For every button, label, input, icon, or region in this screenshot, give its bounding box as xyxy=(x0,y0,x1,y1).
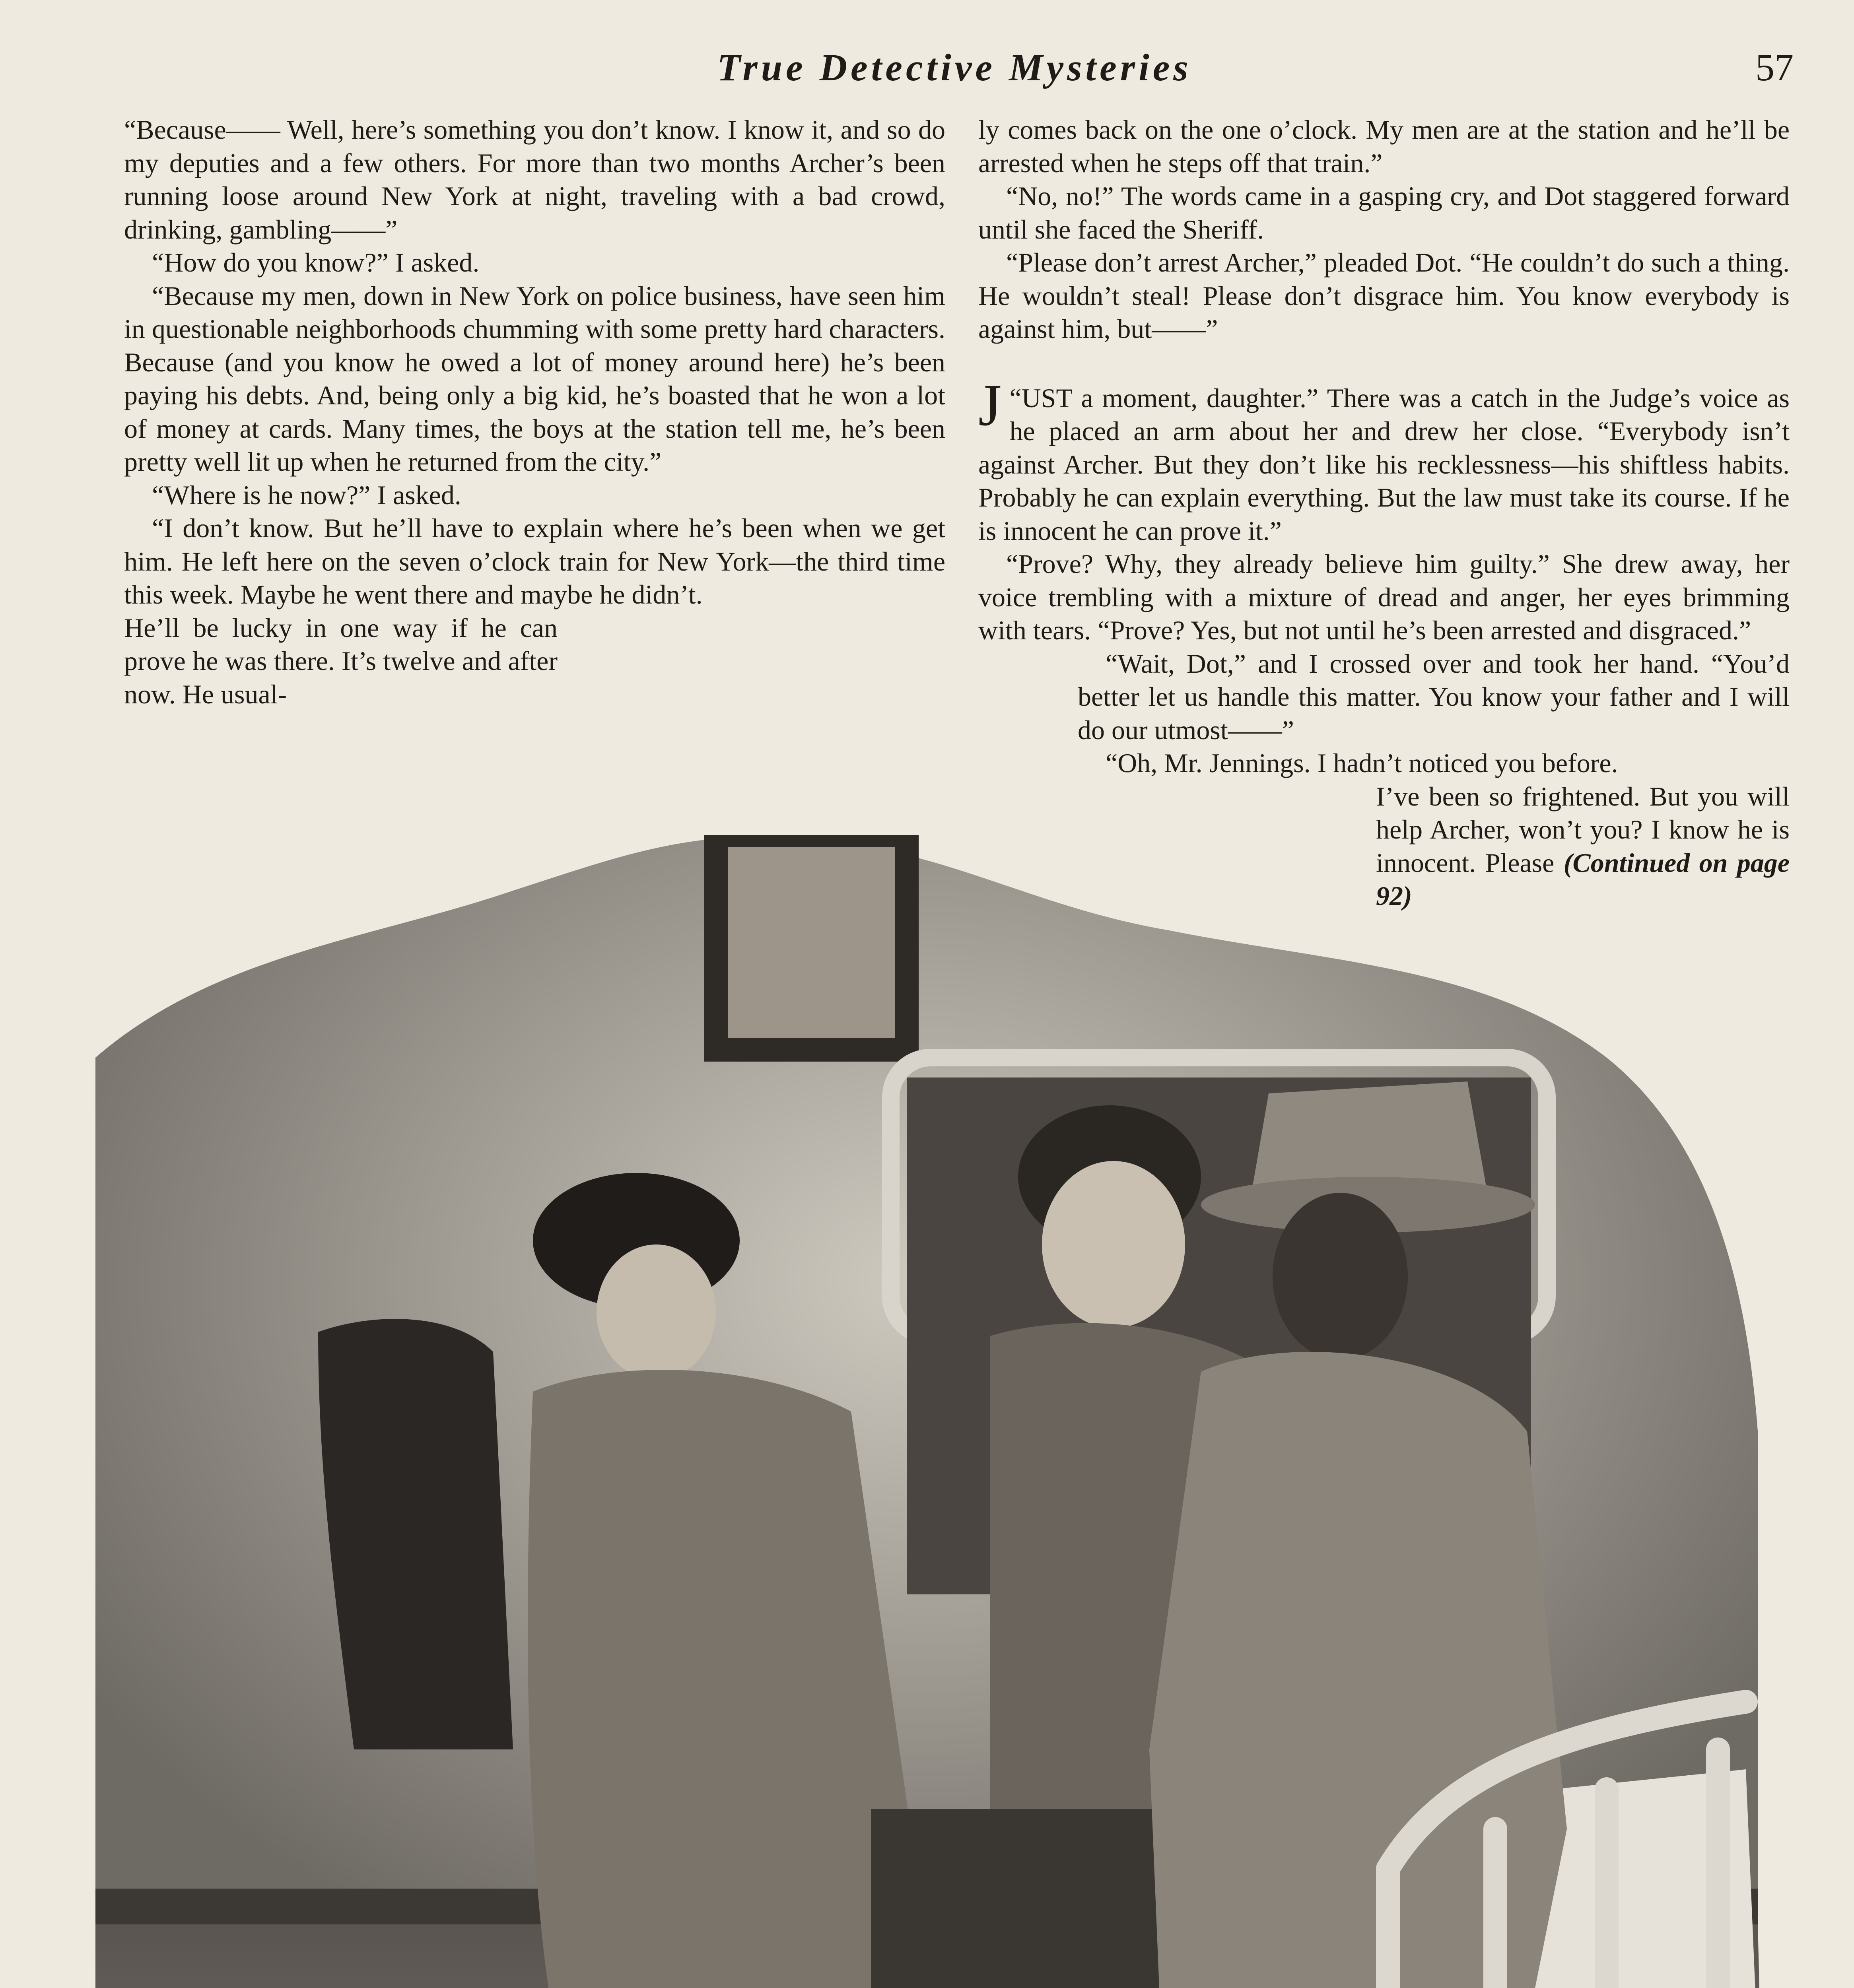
page-header xyxy=(0,38,1854,97)
woman-coat xyxy=(528,1370,911,1988)
paragraph: ly comes back on the one o’clock. My men are at the station and he’ll be arrested when he steps off that train.” xyxy=(978,115,1790,178)
running-title: True Detective Mysteries xyxy=(717,46,1192,89)
paragraph: “Wait, Dot,” and I crossed over and took her hand. “You’d better let us handle this matter. You know your father and I will do our utmost——” xyxy=(1078,648,1790,745)
hanging-coat xyxy=(318,1319,513,1749)
photo-illustration xyxy=(95,835,1774,1988)
paragraph: “Please don’t arrest Archer,” pleaded Dot. “He couldn’t do such a thing. He wouldn’t steal! Please don’t disgrace him. You know everybody is against him, but——” xyxy=(978,247,1790,344)
indented-block xyxy=(978,647,1790,780)
paragraph: “Because—— Well, here’s something you don’t know. I know it, and so do my deputies and a few others. For more than two months Archer’s been running loose around New York at night, traveling with a bad crowd, drinking, gambling——” xyxy=(124,115,945,245)
opening-quote-mark: “ xyxy=(1009,382,1022,413)
continued-on-note: (Continued on page 92) xyxy=(1376,847,1790,911)
section-opening-paragraph xyxy=(978,372,1790,548)
paragraph: “No, no!” The words came in a gasping cry, and Dot staggered forward until she faced the Sheriff. xyxy=(978,181,1790,245)
paragraph-text: I’ve been so frightened. But you will help Archer, won’t you? I know he is innocent. Please xyxy=(1376,781,1790,878)
seated-man-face xyxy=(1042,1161,1185,1328)
woman-face xyxy=(597,1244,716,1380)
page-number: 57 xyxy=(1755,46,1794,89)
paragraph: “Prove? Why, they already believe him guilty.” She drew away, her voice trembling with a mixture of dread and anger, her eyes brimming with tears. “Prove? Yes, but not until he’s been arrested and disgraced.” xyxy=(978,549,1790,645)
section-opening-text: UST a moment, daughter.” There was a catch in the Judge’s voice as he placed an arm about her and drew her close. “Everybody isn’t against Archer. But they don’t like his recklessness—his shiftless habits. Probably he can explain everything. But the law must take its course. If he is innocent he can prove it.” xyxy=(978,382,1790,546)
story-photograph xyxy=(95,835,1774,1988)
standing-man-head xyxy=(1273,1193,1408,1360)
paragraph-narrow-continuation: He’ll be lucky in one way if he can prove he was there. It’s twelve and after now. He usual- xyxy=(124,612,558,709)
paragraph: “How do you know?” I asked. xyxy=(152,247,480,278)
left-text-column xyxy=(124,113,945,711)
right-text-column xyxy=(978,113,1790,913)
paragraph: “Because my men, down in New York on police business, have seen him in questionable neighborhoods chumming with some pretty hard characters. Because (and you know he owed a lot of money around here) he’s been paying his debts. And, being only a big kid, he’s boasted that he won a lot of money at cards. Many times, the boys at the station tell me, he’s been pretty well lit up when he returned from the city.” xyxy=(124,280,945,477)
paragraph: “I don’t know. But he’ll have to explain where he’s been when we get him. He left here on the seven o’clock train for New York—the third time this week. Maybe he went there and maybe he didn’t. xyxy=(124,513,945,610)
paragraph: “Where is he now?” I asked. xyxy=(152,480,461,510)
wall-picture-canvas xyxy=(728,847,895,1038)
drop-cap-letter: J xyxy=(978,372,1002,438)
paragraph: “Oh, Mr. Jennings. I hadn’t noticed you before. xyxy=(1106,748,1618,778)
